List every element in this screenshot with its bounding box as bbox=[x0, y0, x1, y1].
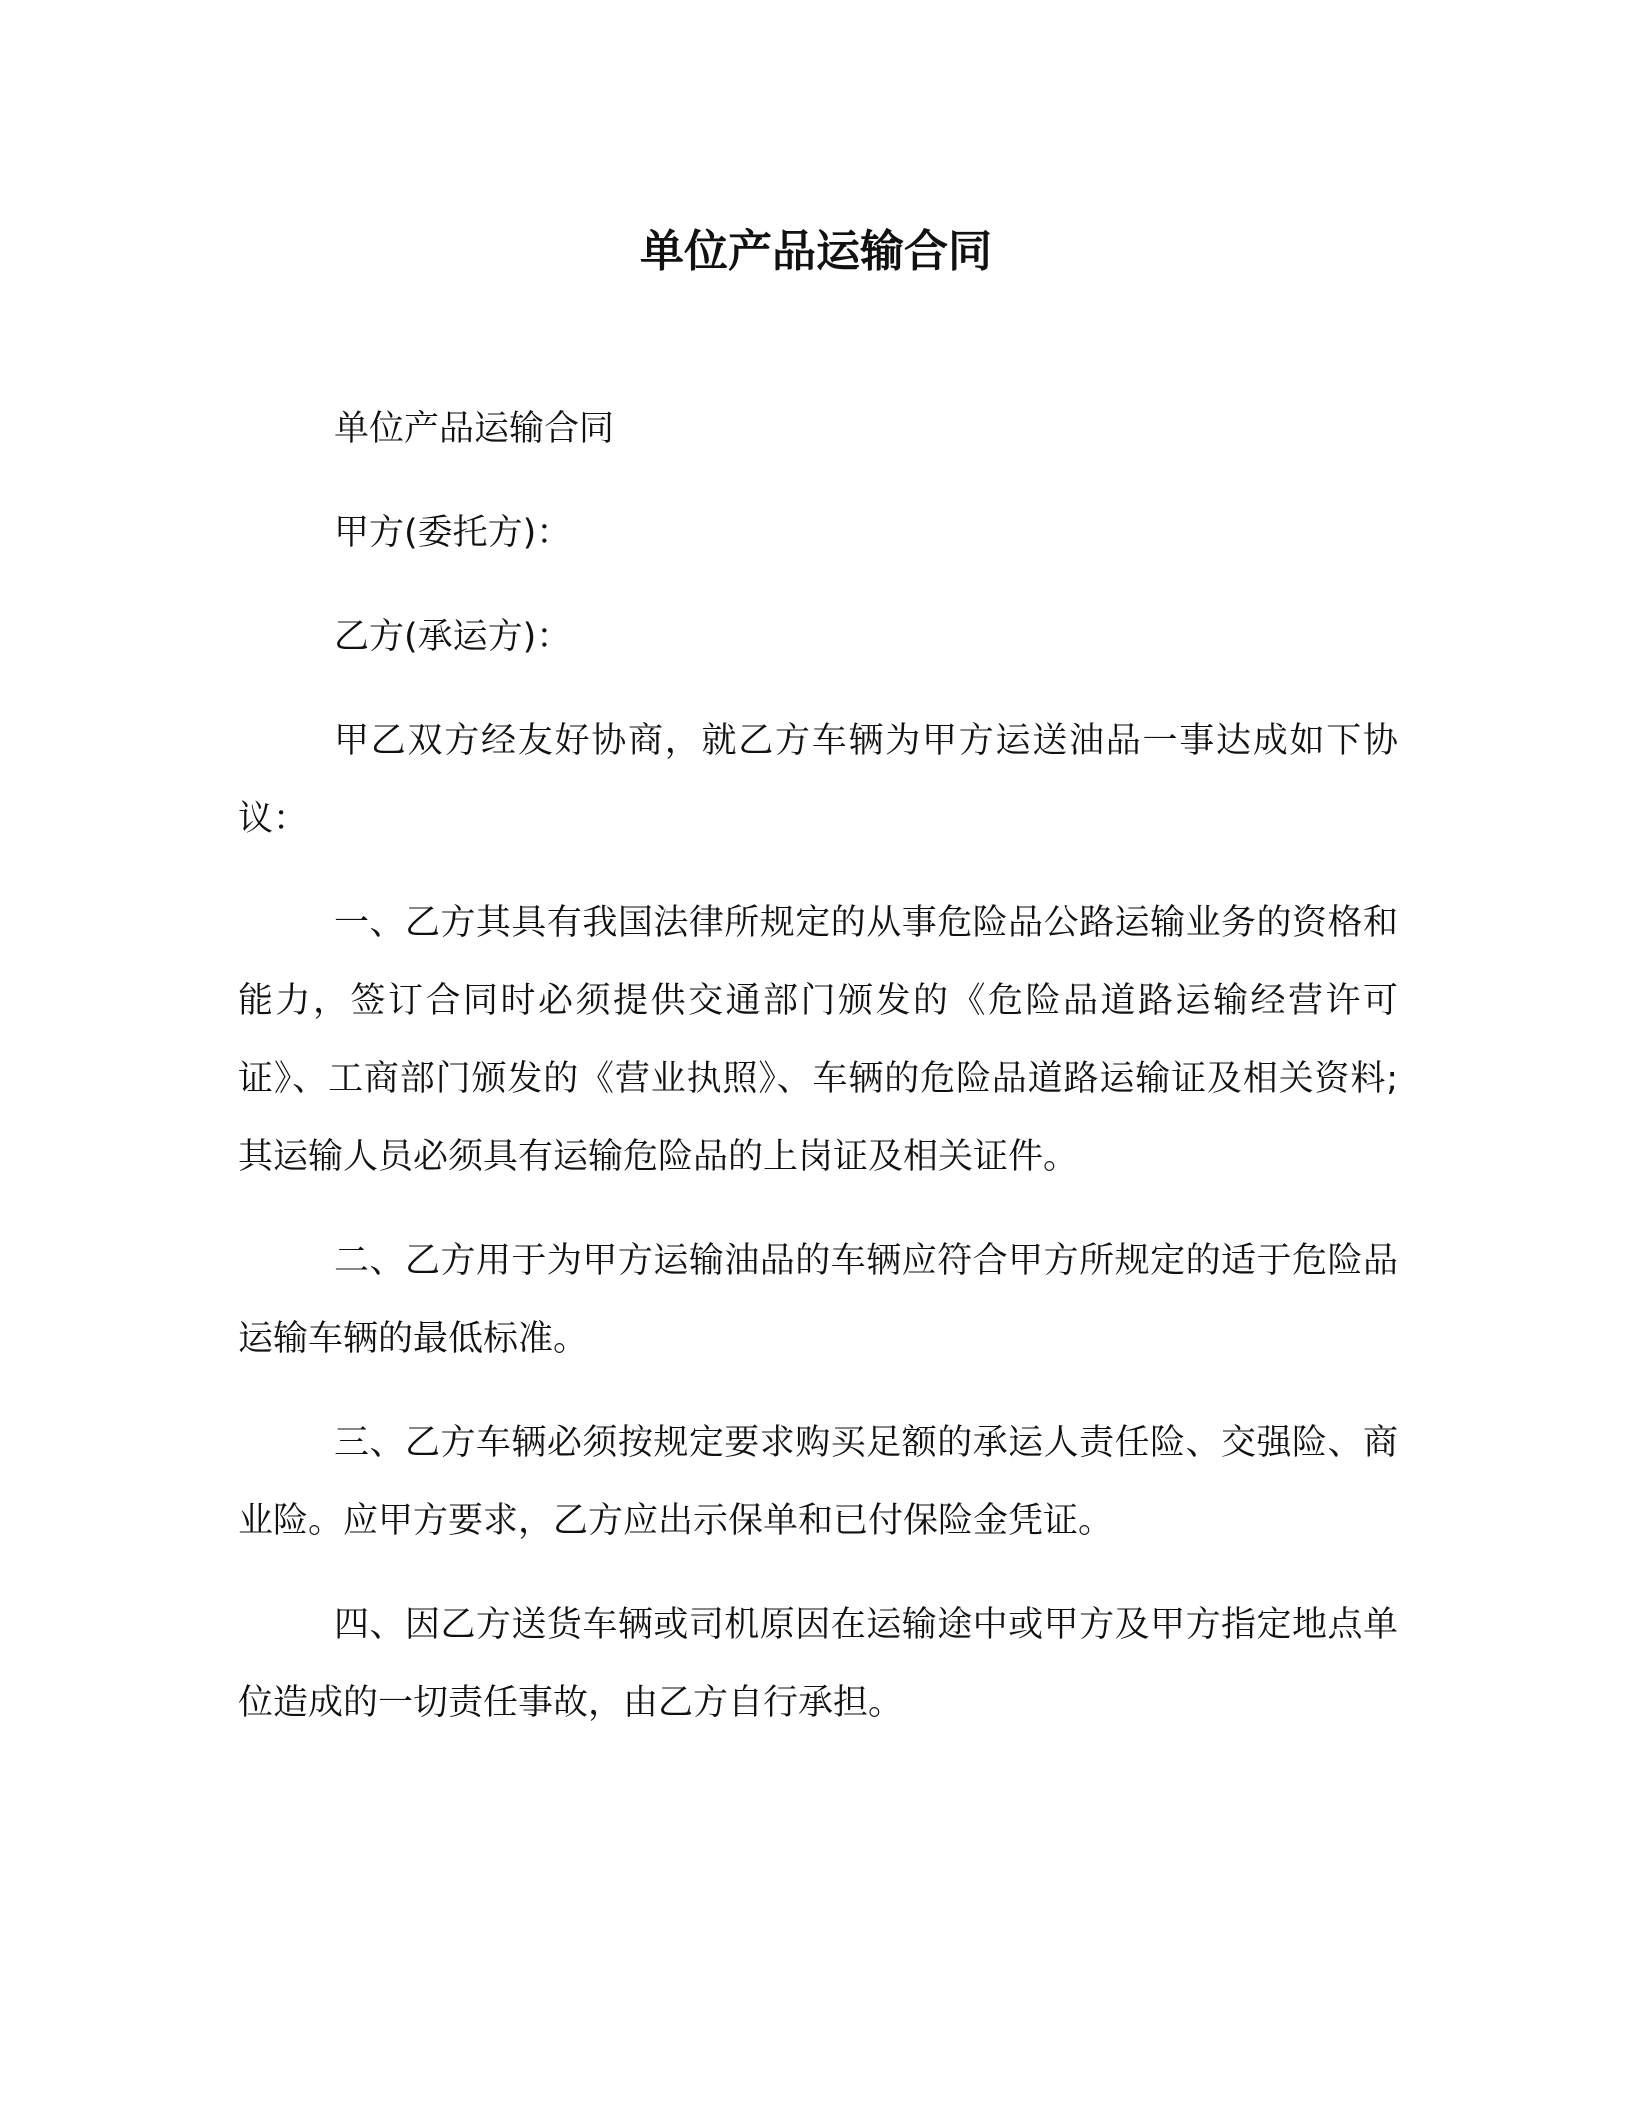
party-a-line: 甲方(委托方)： bbox=[334, 513, 572, 553]
document-body bbox=[238, 390, 1398, 1768]
clause-1-paragraph: 一、乙方其具有我国法律所规定的从事危险品公路运输业务的资格和能力，签订合同时必须提供交通部门颁发的《危险品道路运输经营许可证》、工商部门颁发的《营业执照》、车辆的危险品道路运输证及相关资料;其运输人员必须具有运输危险品的上岗证及相关证件。 bbox=[238, 903, 1398, 1177]
clause-3-paragraph: 三、乙方车辆必须按规定要求购买足额的承运人责任险、交强险、商业险。应甲方要求，乙方应出示保单和已付保险金凭证。 bbox=[238, 1423, 1398, 1541]
clause-4-paragraph: 四、因乙方送货车辆或司机原因在运输途中或甲方及甲方指定地点单位造成的一切责任事故，由乙方自行承担。 bbox=[238, 1605, 1398, 1723]
document-title: 单位产品运输合同 bbox=[640, 226, 992, 277]
clause-2-paragraph: 二、乙方用于为甲方运输油品的车辆应符合甲方所规定的适于危险品运输车辆的最低标准。 bbox=[238, 1241, 1398, 1359]
subtitle-paragraph: 单位产品运输合同 bbox=[334, 409, 615, 449]
preamble-paragraph: 甲乙双方经友好协商，就乙方车辆为甲方运送油品一事达成如下协议： bbox=[238, 721, 1398, 839]
party-b-line: 乙方(承运方)： bbox=[334, 617, 572, 657]
